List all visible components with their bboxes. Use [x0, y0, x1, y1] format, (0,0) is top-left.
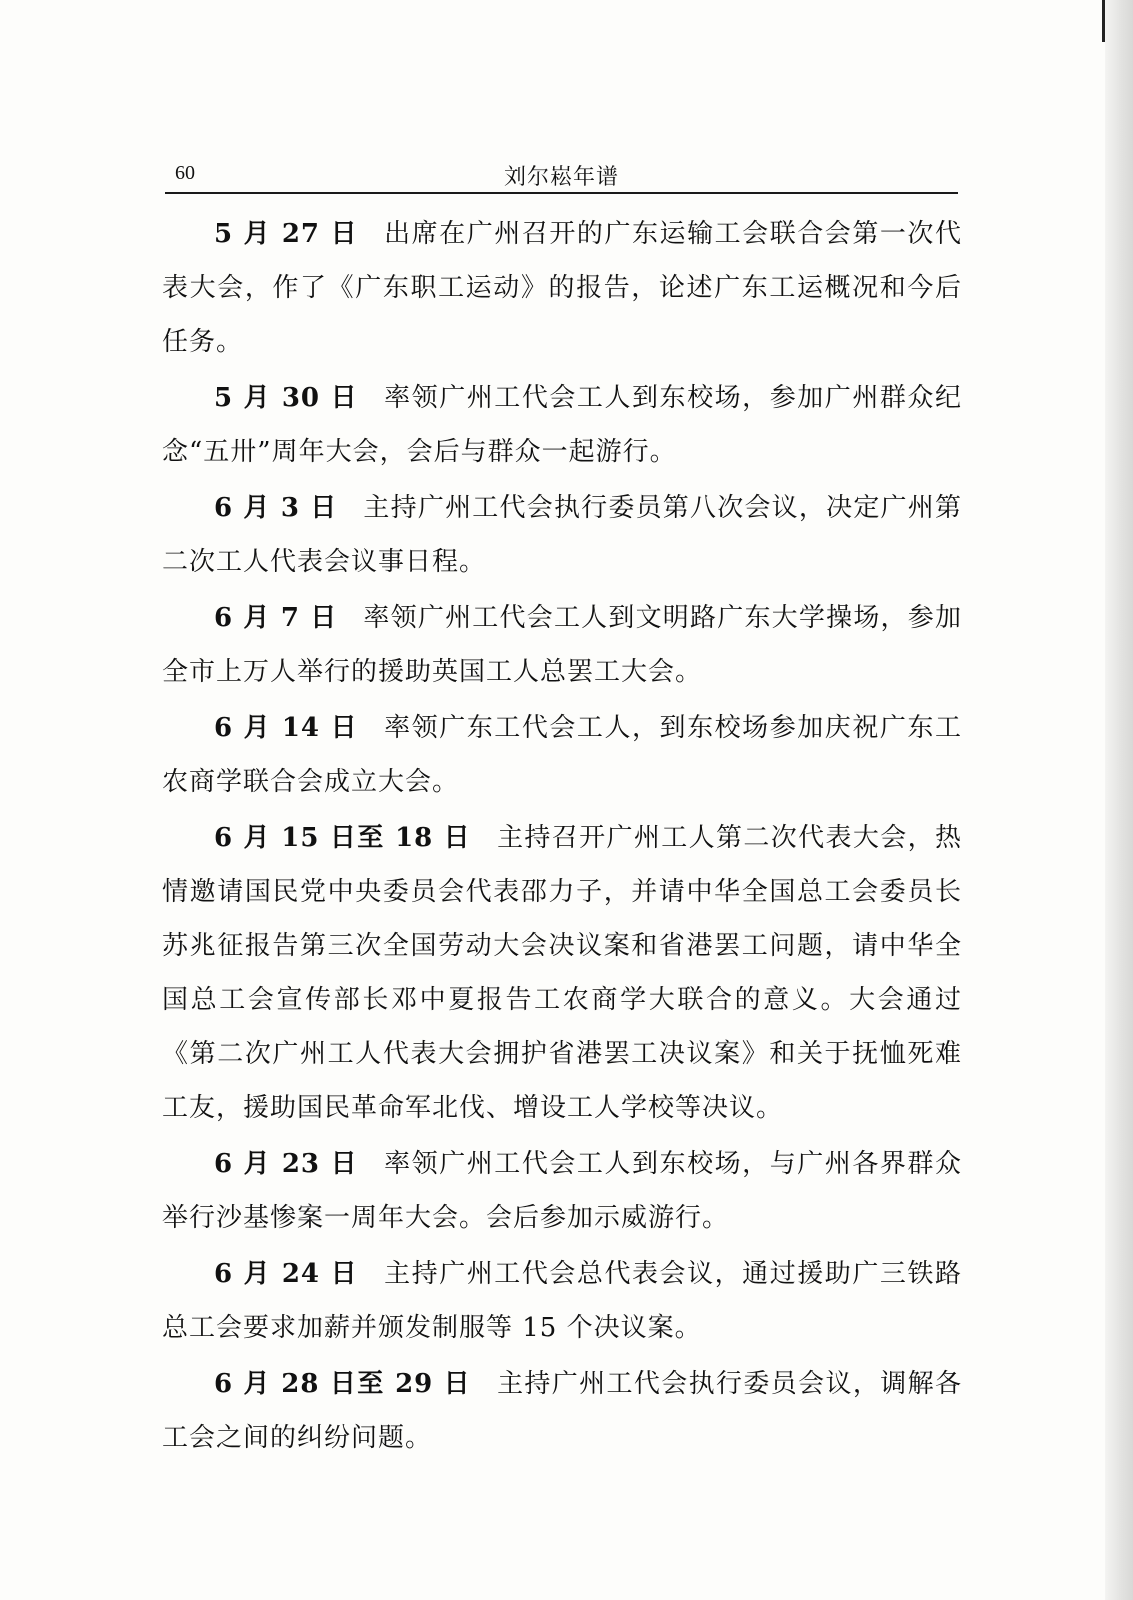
- entry-date: 6 月 23 日: [214, 1149, 359, 1179]
- entry-date: 6 月 15 日至 18 日: [214, 823, 472, 853]
- entry-date: 6 月 28 日至 29 日: [214, 1369, 472, 1399]
- chronology-entry: [162, 1357, 962, 1465]
- chronology-entry: [162, 371, 962, 479]
- entry-text: 率领广州工代会工人到东校场，参加广州群众纪念“五卅”周年大会，会后与群众一起游行。: [162, 383, 962, 467]
- entry-date: 6 月 3 日: [214, 493, 338, 523]
- chronology-entry: [162, 1247, 962, 1355]
- chronology-entry: [162, 481, 962, 589]
- page-number: 60: [175, 162, 195, 184]
- page-header: [165, 158, 958, 194]
- entry-text: 主持召开广州工人第二次代表大会，热情邀请国民党中央委员会代表邵力子，并请中华全国总工会委员长苏兆征报告第三次全国劳动大会决议案和省港罢工问题，请中华全国总工会宣传部长邓中夏报告工农商学大联合的意义。大会通过《第二次广州工人代表大会拥护省港罢工决议案》和关于抚恤死难工友，援助国民革命军北伐、增设工人学校等决议。: [162, 823, 962, 1123]
- running-title: 刘尔崧年谱: [503, 165, 619, 190]
- chronology-entry: [162, 591, 962, 699]
- entry-date: 5 月 27 日: [214, 219, 359, 249]
- chronology-entry: [162, 701, 962, 809]
- entry-text: 主持广州工代会总代表会议，通过援助广三铁路总工会要求加薪并颁发制服等 15 个决议案。: [162, 1259, 962, 1343]
- entry-text: 出席在广州召开的广东运输工会联合会第一次代表大会，作了《广东职工运动》的报告，论述广东工运概况和今后任务。: [162, 219, 962, 357]
- entry-date: 6 月 24 日: [214, 1259, 359, 1289]
- entry-text: 主持广州工代会执行委员会议，调解各工会之间的纠纷问题。: [162, 1369, 962, 1453]
- page-edge-shadow: [1105, 0, 1133, 1600]
- entry-date: 6 月 14 日: [214, 713, 359, 743]
- entry-text: 率领广州工代会工人到文明路广东大学操场，参加全市上万人举行的援助英国工人总罢工大会。: [162, 603, 962, 687]
- scan-edge-mark: [1102, 0, 1105, 42]
- entry-text: 率领广东工代会工人，到东校场参加庆祝广东工农商学联合会成立大会。: [162, 713, 962, 797]
- entry-text: 率领广州工代会工人到东校场，与广州各界群众举行沙基惨案一周年大会。会后参加示威游行。: [162, 1149, 962, 1233]
- entry-date: 6 月 7 日: [214, 603, 338, 633]
- chronology-entry: [162, 207, 962, 369]
- chronology-entry: [162, 811, 962, 1135]
- chronology-entry: [162, 1137, 962, 1245]
- entry-date: 5 月 30 日: [214, 383, 359, 413]
- chronology-body: [162, 207, 962, 1467]
- entry-text: 主持广州工代会执行委员第八次会议，决定广州第二次工人代表会议事日程。: [162, 493, 962, 577]
